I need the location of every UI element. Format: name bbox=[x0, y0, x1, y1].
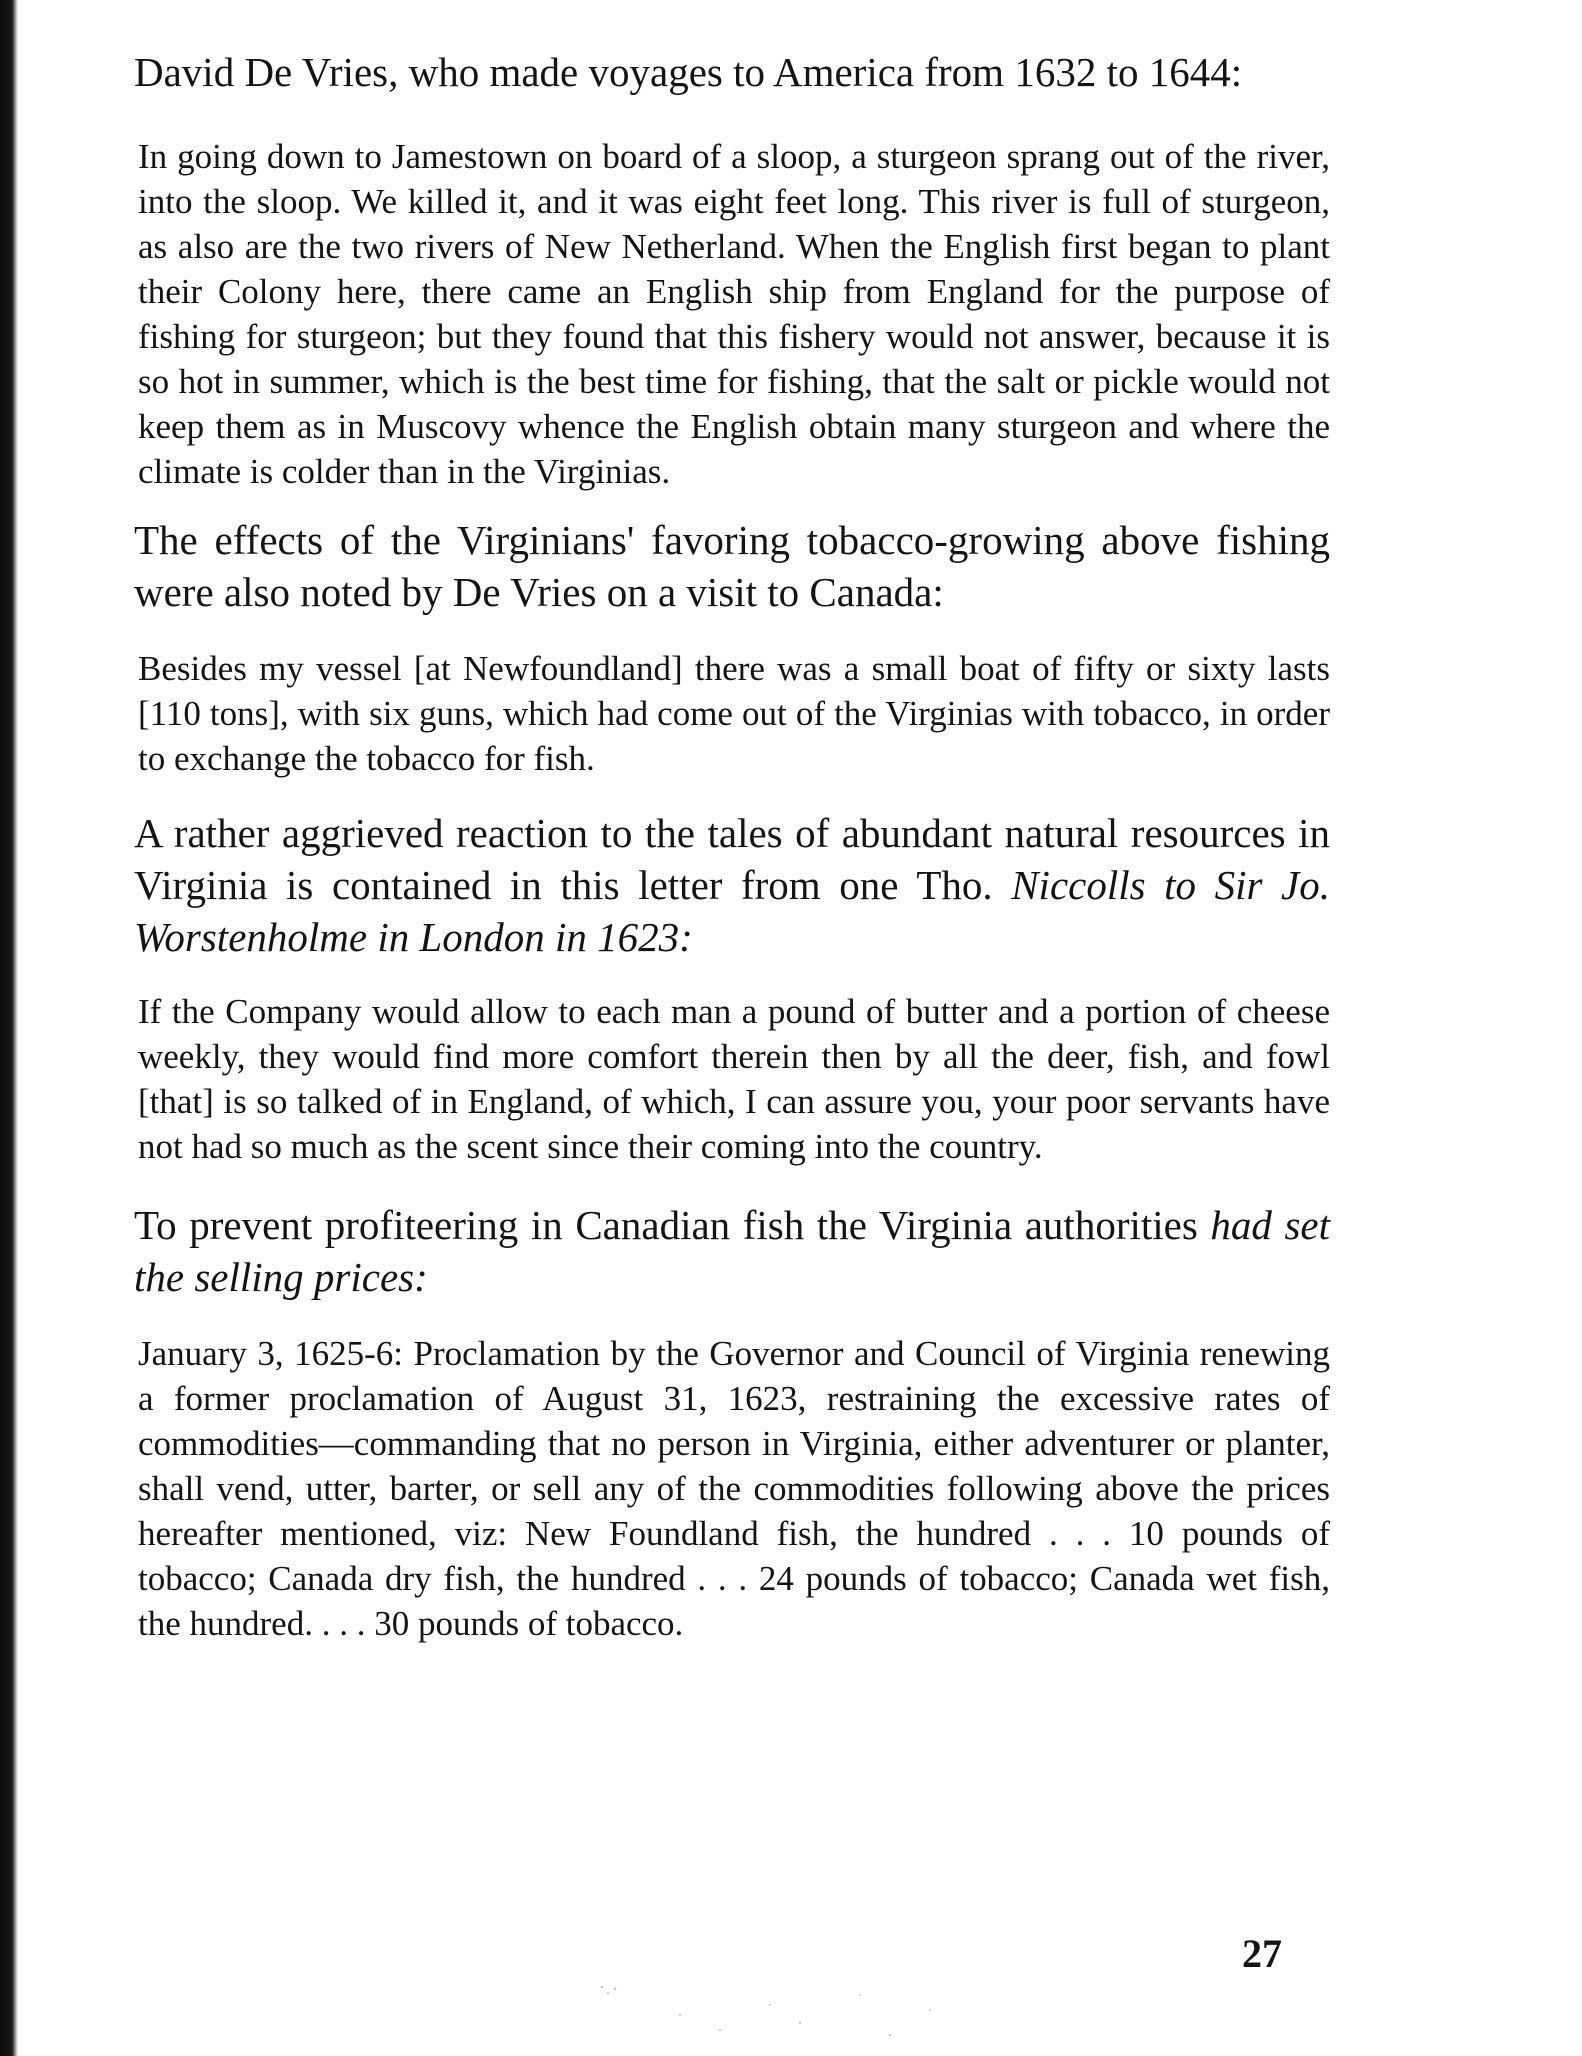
block-quote-newfoundland: Besides my vessel [at Newfoundland] there was a small boat of fifty or sixty lasts [110 tons], with six guns, which had come out of the Virginias with tobacco, in order to exchange the tobacco for fish. bbox=[138, 649, 1330, 778]
body-paragraph-de-vries-intro: David De Vries, who made voyages to America from 1632 to 1644: bbox=[134, 49, 1243, 95]
scan-specks-decoration bbox=[560, 1975, 980, 2045]
document-page bbox=[134, 46, 1330, 1646]
body-paragraph-aggrieved-reaction-italic: Niccolls to Sir Jo. Worstenholme in London in 1623: bbox=[134, 862, 1331, 960]
body-paragraph-aggrieved-reaction-text: A rather aggrieved reaction to the tales of abundant natural resources in Virginia is contained in this letter from one Tho. bbox=[134, 810, 1330, 908]
page-number: 27 bbox=[1242, 1931, 1282, 1976]
block-quote-butter-cheese: If the Company would allow to each man a pound of butter and a portion of cheese weekly, they would find more comfort therein then by all the deer, fish, and fowl [that] is so talked of in England, of which, I can assure you, your poor servants have not had so much as the scent since their coming into the country. bbox=[138, 992, 1330, 1166]
body-paragraph-profiteering-italic: had set the selling prices: bbox=[134, 1202, 1330, 1300]
block-quote-sturgeon: In going down to Jamestown on board of a sloop, a sturgeon sprang out of the river, into the sloop. We killed it, and it was eight feet long. This river is full of sturgeon, as also are the two rivers of New Netherland. When the English first began to plant their Colony here, there came an English ship from England for the purpose of fishing for sturgeon; but they found that this fishery would not answer, because it is so hot in summer, which is the best time for fishing, that the salt or pickle would not keep them as in Muscovy whence the English obtain many sturgeon and where the climate is colder than in the Virginias. bbox=[138, 137, 1330, 491]
block-quote-proclamation: January 3, 1625-6: Proclamation by the Governor and Council of Virginia renewing a former proclamation of August 31, 1623, restraining the excessive rates of commodities—commanding that no person in Virginia, either adventurer or planter, shall vend, utter, barter, or sell any of the commodities following above the prices hereafter mentioned, viz: New Foundland fish, the hundred . . . 10 pounds of tobacco; Canada dry fish, the hundred . . . 24 pounds of tobacco; Canada wet fish, the hundred. . . . 30 pounds of tobacco. bbox=[138, 1334, 1330, 1643]
body-paragraph-profiteering-text: To prevent profiteering in Canadian fish the Virginia authorities bbox=[134, 1202, 1211, 1248]
page-binding-edge bbox=[0, 0, 18, 2056]
body-paragraph-profiteering bbox=[134, 1199, 1330, 1303]
body-paragraph-tobacco-effects: The effects of the Virginians' favoring tobacco-growing above fishing were also noted by De Vries on a visit to Canada: bbox=[134, 517, 1330, 615]
body-paragraph-aggrieved-reaction bbox=[134, 807, 1330, 963]
